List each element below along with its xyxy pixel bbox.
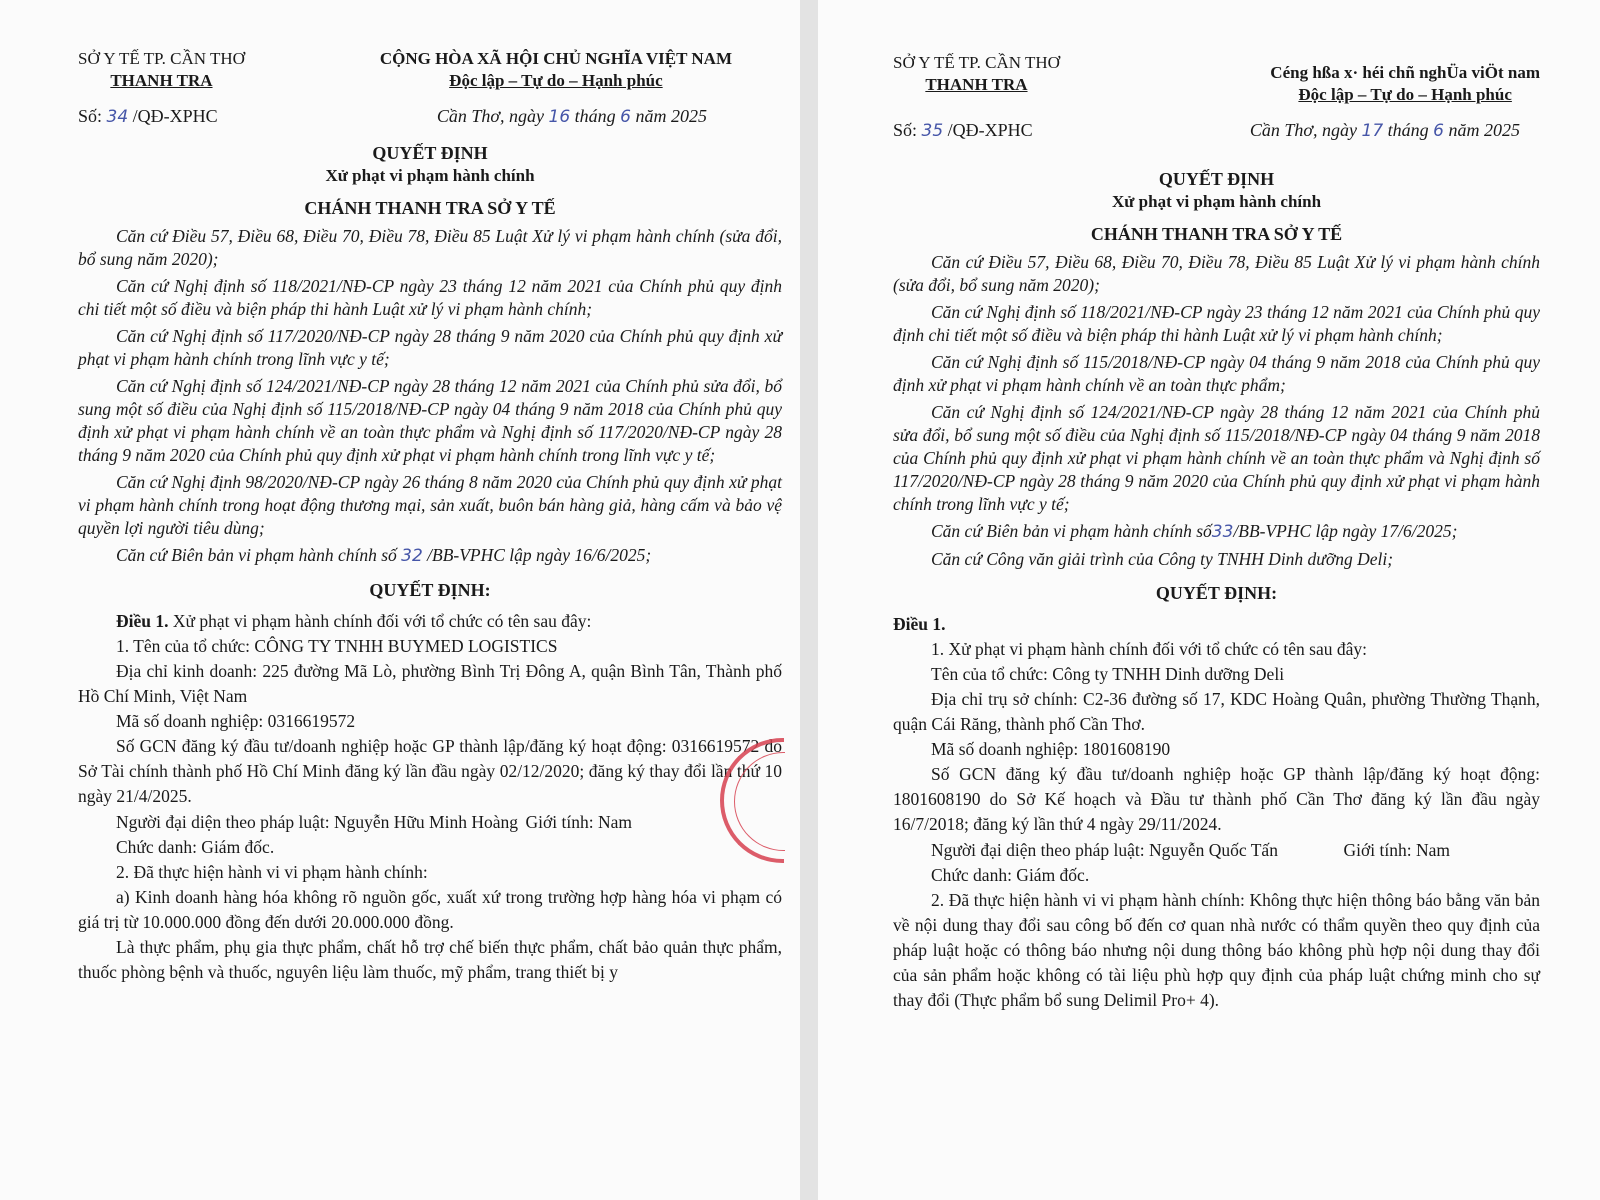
article-1: 1. Xử phạt vi phạm hành chính đối với tổ chức có tên sau đây: bbox=[931, 639, 1367, 659]
authority: CHÁNH THANH TRA SỞ Y TẾ bbox=[1090, 224, 1343, 244]
position: Chức danh: Giám đốc. bbox=[116, 837, 275, 857]
tax-code: Mã số doanh nghiệp: 1801608190 bbox=[931, 739, 1171, 759]
doc-title: QUYẾT ĐỊNH bbox=[1158, 169, 1275, 189]
doc-date: Cần Thơ, ngày 17 tháng 6 năm 2025 bbox=[1249, 120, 1520, 141]
record-basis: Căn cứ Biên bản vi phạm hành chính số 32 /BB-VPHC lập ngày 16/6/2025; bbox=[116, 545, 652, 566]
representative: Người đại diện theo pháp luật: Nguyễn Quốc Tấn bbox=[931, 840, 1278, 860]
agency-name: SỞ Y TẾ TP. CẦN THƠ bbox=[893, 53, 1060, 72]
tax-code: Mã số doanh nghiệp: 0316619572 bbox=[116, 711, 356, 731]
dept-name: THANH TRA bbox=[925, 75, 1028, 94]
letter-basis: Căn cứ Công văn giải trình của Công ty TNHH Dinh dưỡng Deli; bbox=[931, 549, 1394, 569]
doc-subtitle: Xử phạt vi phạm hành chính bbox=[325, 166, 535, 185]
doc-subtitle: Xử phạt vi phạm hành chính bbox=[1111, 192, 1322, 211]
legal-basis: Căn cứ Nghị định số 118/2021/NĐ-CP ngày 23 tháng 12 năm 2021 của Chính phủ quy định chi tiết một số điều và biện pháp thi hành Luật xử lý vi phạm hành chính; bbox=[78, 276, 782, 319]
doc-number: Số: 34 /QĐ-XPHC bbox=[78, 106, 218, 127]
decision-heading: QUYẾT ĐỊNH: bbox=[1155, 583, 1278, 603]
authority: CHÁNH THANH TRA SỞ Y TẾ bbox=[304, 198, 556, 218]
legal-basis: Căn cứ Nghị định số 124/2021/NĐ-CP ngày 28 tháng 12 năm 2021 của Chính phủ sửa đổi, bổ sung một số điều của Nghị định số 115/2018/NĐ-CP ngày 04 tháng 9 năm 2018 của Chính phủ quy định xử phạt vi phạm hành chính về an toàn thực phẩm và Nghị định số 117/2020/NĐ-CP ngày 28 tháng 9 năm 2020 của Chính phủ quy định xử phạt vi phạm hành chính trong lĩnh vực y tế; bbox=[78, 376, 782, 465]
representative-row bbox=[78, 809, 782, 835]
position: Chức danh: Giám đốc. bbox=[931, 865, 1090, 885]
nation-name: Céng hßa x· héi chñ nghÜa viÖt nam bbox=[1270, 63, 1540, 82]
doc-title: QUYẾT ĐỊNH bbox=[372, 143, 488, 163]
registration-info: Số GCN đăng ký đầu tư/doanh nghiệp hoặc GP thành lập/đăng ký hoạt động: 1801608190 do Sở Kế hoạch và Đầu tư thành phố Cần Thơ đăng ký lần đầu ngày 16/7/2018; đăng ký lần thứ 4 ngày 29/11/2024. bbox=[893, 764, 1540, 834]
agency-name: SỞ Y TẾ TP. CẦN THƠ bbox=[78, 49, 245, 68]
doc-meta bbox=[893, 120, 1520, 141]
violation-a: a) Kinh doanh hàng hóa không rõ nguồn gốc, xuất xứ trong trường hợp hàng hóa vi phạm có giá trị từ 10.000.000 đồng đến dưới 20.000.000 đồng. bbox=[78, 887, 782, 932]
violation-heading: 2. Đã thực hiện hành vi vi phạm hành chính: bbox=[116, 862, 428, 882]
record-basis: Căn cứ Biên bản vi phạm hành chính số33/BB-VPHC lập ngày 17/6/2025; bbox=[931, 521, 1458, 542]
representative-row bbox=[893, 837, 1540, 863]
nation-block bbox=[1270, 62, 1540, 106]
page-gap bbox=[800, 0, 818, 1200]
legal-basis: Căn cứ Nghị định số 117/2020/NĐ-CP ngày 28 tháng 9 năm 2020 của Chính phủ quy định xử phạt vi phạm hành chính trong lĩnh vực y tế; bbox=[78, 326, 782, 369]
motto: Độc lập – Tự do – Hạnh phúc bbox=[449, 71, 663, 90]
header bbox=[78, 48, 782, 92]
doc-number: Số: 35 /QĐ-XPHC bbox=[893, 120, 1033, 141]
header bbox=[893, 52, 1540, 106]
registration-info: Số GCN đăng ký đầu tư/doanh nghiệp hoặc GP thành lập/đăng ký hoạt động: 0316619572 do Sở Tài chính thành phố Hồ Chí Minh đăng ký lần đầu ngày 02/12/2020; đăng ký thay đổi lần thứ 10 ngày 21/4/2025. bbox=[78, 736, 782, 806]
nation-name: CỘNG HÒA XÃ HỘI CHỦ NGHĨA VIỆT NAM bbox=[379, 49, 732, 68]
legal-basis: Căn cứ Nghị định số 118/2021/NĐ-CP ngày 23 tháng 12 năm 2021 của Chính phủ quy định chi tiết một số điều và biện pháp thi hành Luật xử lý vi phạm hành chính; bbox=[893, 302, 1540, 345]
legal-basis: Căn cứ Nghị định số 115/2018/NĐ-CP ngày 04 tháng 9 năm 2018 của Chính phủ quy định xử phạt vi phạm hành chính về an toàn thực phẩm; bbox=[893, 352, 1540, 395]
decision-heading: QUYẾT ĐỊNH: bbox=[369, 580, 491, 600]
motto: Độc lập – Tự do – Hạnh phúc bbox=[1298, 85, 1512, 104]
violation-detail: Là thực phẩm, phụ gia thực phẩm, chất hỗ trợ chế biến thực phẩm, chất bảo quản thực phẩm, thuốc phòng bệnh và thuốc, nguyên liệu làm thuốc, mỹ phẩm, trang thiết bị y bbox=[78, 937, 782, 982]
gender: Giới tính: Nam bbox=[525, 812, 632, 832]
org-address: Địa chỉ kinh doanh: 225 đường Mã Lò, phường Bình Trị Đông A, quận Bình Tân, Thành phố Hồ Chí Minh, Việt Nam bbox=[78, 661, 782, 706]
gender: Giới tính: Nam bbox=[1343, 840, 1450, 860]
legal-basis: Căn cứ Điều 57, Điều 68, Điều 70, Điều 78, Điều 85 Luật Xử lý vi phạm hành chính (sửa đổi, bổ sung năm 2020); bbox=[78, 226, 782, 269]
doc-meta bbox=[78, 106, 707, 127]
article-1: Điều 1. Xử phạt vi phạm hành chính đối với tổ chức có tên sau đây: bbox=[116, 611, 592, 631]
dept-name: THANH TRA bbox=[110, 71, 213, 90]
issuer-block bbox=[893, 52, 1060, 106]
org-name: 1. Tên của tổ chức: CÔNG TY TNHH BUYMED LOGISTICS bbox=[116, 636, 558, 656]
legal-basis: Căn cứ Điều 57, Điều 68, Điều 70, Điều 78, Điều 85 Luật Xử lý vi phạm hành chính (sửa đổi, bổ sung năm 2020); bbox=[893, 252, 1540, 295]
doc-date: Cần Thơ, ngày 16 tháng 6 năm 2025 bbox=[436, 106, 707, 127]
org-address: Địa chỉ trụ sở chính: C2-36 đường số 17, KDC Hoàng Quân, phường Thường Thạnh, quận Cái Răng, thành phố Cần Thơ. bbox=[893, 689, 1540, 734]
legal-basis: Căn cứ Nghị định số 124/2021/NĐ-CP ngày 28 tháng 12 năm 2021 của Chính phủ sửa đổi, bổ sung một số điều của Nghị định số 115/2018/NĐ-CP ngày 04 tháng 9 năm 2018 của Chính phủ quy định xử phạt vi phạm hành chính về an toàn thực phẩm và Nghị định số 117/2020/NĐ-CP ngày 28 tháng 9 năm 2020 của Chính phủ quy định xử phạt vi phạm hành chính trong lĩnh vực y tế; bbox=[893, 402, 1540, 514]
representative: Người đại diện theo pháp luật: Nguyễn Hữu Minh Hoàng bbox=[116, 812, 518, 832]
nation-block bbox=[380, 48, 732, 92]
document-page-right bbox=[818, 0, 1600, 1200]
legal-basis: Căn cứ Nghị định 98/2020/NĐ-CP ngày 26 tháng 8 năm 2020 của Chính phủ quy định xử phạt vi phạm hành chính trong hoạt động thương mại, sản xuất, buôn bán hàng giả, hàng cấm và bảo vệ quyền lợi người tiêu dùng; bbox=[78, 472, 782, 538]
article-1-label: Điều 1. bbox=[893, 614, 946, 634]
org-name: Tên của tổ chức: Công ty TNHH Dinh dưỡng Deli bbox=[931, 664, 1285, 684]
violation: 2. Đã thực hiện hành vi vi phạm hành chính: Không thực hiện thông báo bằng văn bản về nội dung thay đổi sau công bố đến cơ quan nhà nước có thẩm quyền theo quy định của pháp luật hoặc có thông báo nhưng nội dung thông báo không phù hợp nội dung thay đổi của sản phẩm hoặc không có tài liệu phù hợp quy định của pháp luật chứng minh cho sự thay đổi (Thực phẩm bổ sung Delimil Pro+ 4). bbox=[893, 890, 1540, 1010]
issuer-block bbox=[78, 48, 245, 92]
